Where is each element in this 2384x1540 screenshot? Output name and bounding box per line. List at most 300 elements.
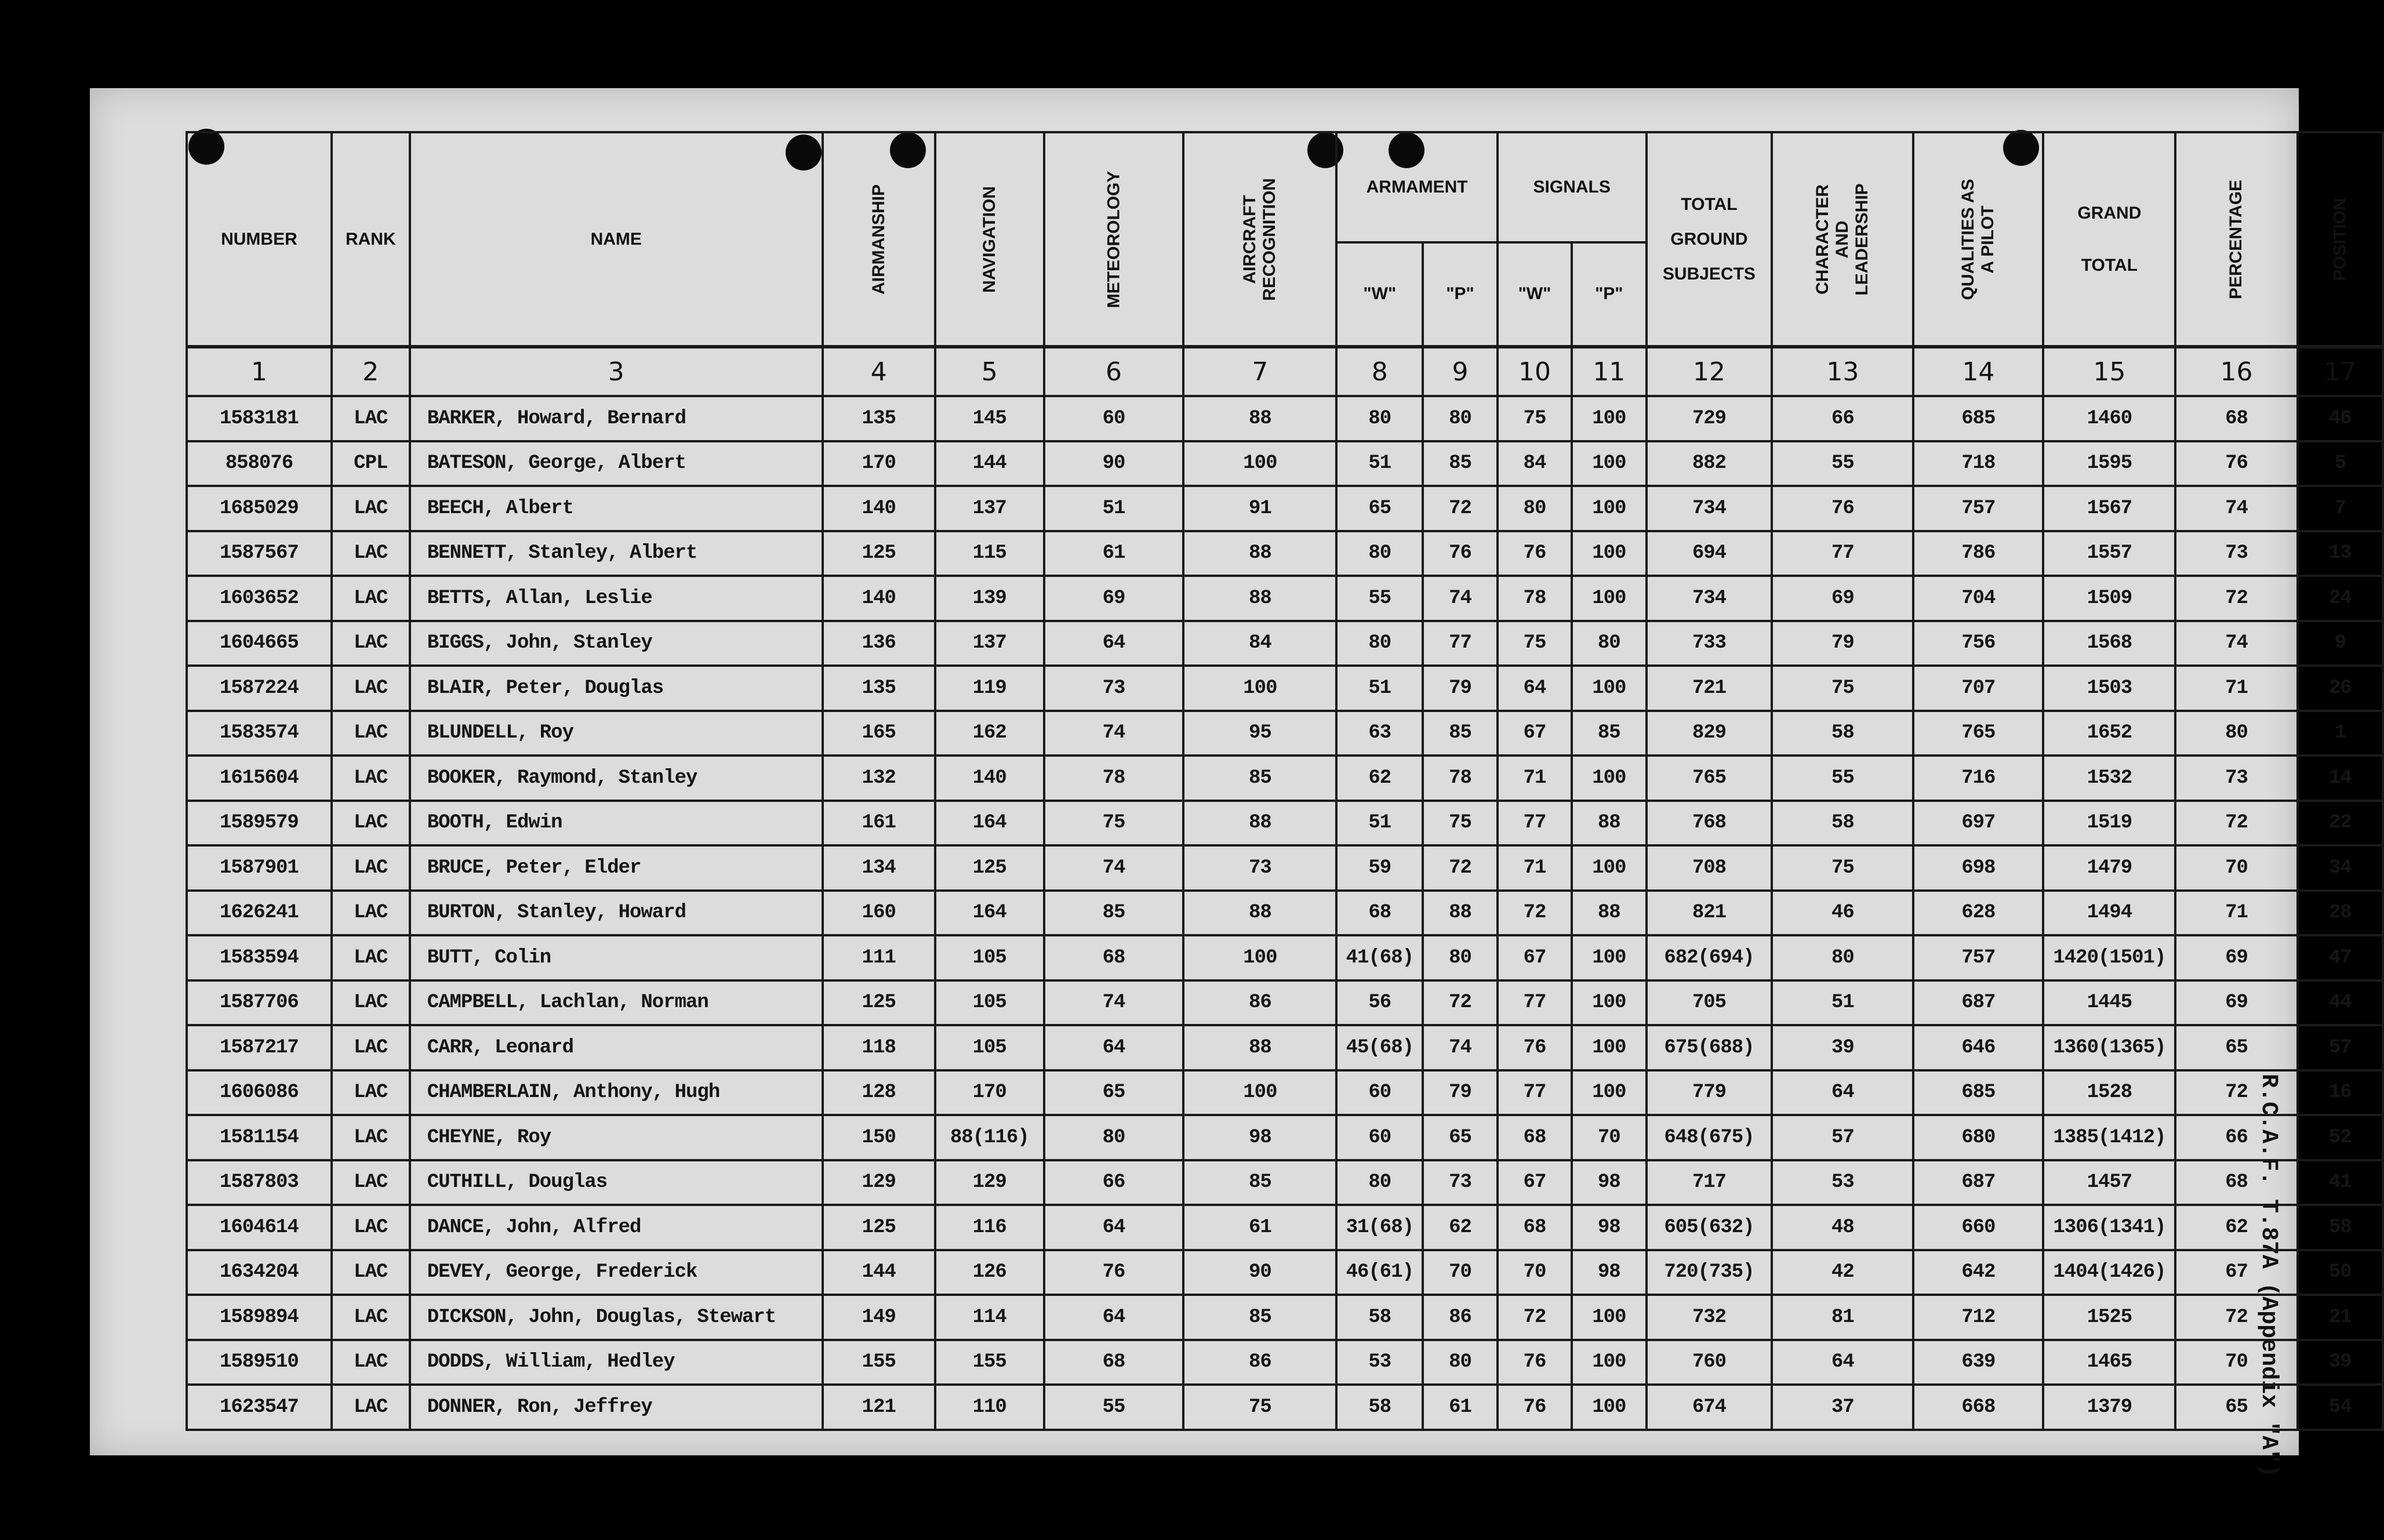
cell-navigation: 115 [935,531,1044,576]
cell-character-leadership: 42 [1772,1250,1913,1295]
cell-position: 26 [2298,666,2383,711]
cell-rank: LAC [332,1250,410,1295]
cell-grand-total: 1595 [2043,441,2175,486]
table-row [187,486,2383,531]
column-number: 3 [410,347,823,396]
cell-grand-total: 1503 [2043,666,2175,711]
cell-qualities-pilot: 639 [1913,1340,2043,1385]
cell-aircraft-recognition: 100 [1183,441,1336,486]
cell-signals-w: 76 [1498,1385,1572,1430]
column-number-row [187,347,2383,396]
cell-signals-p: 100 [1572,1340,1646,1385]
cell-armament-w: 51 [1336,801,1423,846]
cell-rank: LAC [332,396,410,441]
cell-number: 1606086 [187,1070,332,1116]
cell-signals-p: 100 [1572,935,1646,980]
cell-name: BRUCE, Peter, Elder [410,845,823,891]
cell-armament-p: 62 [1423,1205,1498,1250]
cell-position: 47 [2298,935,2383,980]
cell-character-leadership: 69 [1772,576,1913,621]
cell-navigation: 164 [935,891,1044,936]
grade-table [186,131,2384,1431]
cell-total-ground: 720(735) [1647,1250,1772,1295]
cell-percentage: 80 [2175,711,2297,756]
cell-signals-p: 100 [1572,1295,1646,1340]
cell-navigation: 129 [935,1160,1044,1205]
cell-navigation: 137 [935,486,1044,531]
table-row [187,576,2383,621]
cell-grand-total: 1568 [2043,621,2175,666]
cell-total-ground: 732 [1647,1295,1772,1340]
cell-grand-total: 1509 [2043,576,2175,621]
cell-name: BATESON, George, Albert [410,441,823,486]
cell-meteorology: 64 [1044,1205,1184,1250]
cell-rank: LAC [332,1025,410,1070]
cell-aircraft-recognition: 100 [1183,666,1336,711]
cell-percentage: 68 [2175,396,2297,441]
cell-qualities-pilot: 718 [1913,441,2043,486]
cell-rank: LAC [332,486,410,531]
cell-qualities-pilot: 687 [1913,980,2043,1026]
cell-navigation: 164 [935,801,1044,846]
cell-armament-w: 51 [1336,441,1423,486]
cell-signals-p: 88 [1572,801,1646,846]
table-row [187,1025,2383,1070]
cell-percentage: 71 [2175,666,2297,711]
cell-aircraft-recognition: 88 [1183,531,1336,576]
cell-character-leadership: 55 [1772,756,1913,801]
cell-number: 1587803 [187,1160,332,1205]
cell-navigation: 88(116) [935,1115,1044,1160]
table-row [187,845,2383,891]
cell-signals-p: 100 [1572,666,1646,711]
cell-rank: LAC [332,845,410,891]
table-row [187,801,2383,846]
cell-name: DEVEY, George, Frederick [410,1250,823,1295]
cell-airmanship: 165 [823,711,935,756]
cell-number: 1583594 [187,935,332,980]
cell-grand-total: 1465 [2043,1340,2175,1385]
cell-qualities-pilot: 704 [1913,576,2043,621]
cell-position: 21 [2298,1295,2383,1340]
cell-aircraft-recognition: 86 [1183,980,1336,1026]
cell-meteorology: 51 [1044,486,1184,531]
cell-signals-w: 75 [1498,621,1572,666]
cell-number: 1587224 [187,666,332,711]
cell-meteorology: 90 [1044,441,1184,486]
cell-navigation: 105 [935,1025,1044,1070]
cell-signals-p: 100 [1572,1025,1646,1070]
cell-signals-w: 75 [1498,396,1572,441]
cell-character-leadership: 37 [1772,1385,1913,1430]
cell-navigation: 144 [935,441,1044,486]
header-percentage: PERCENTAGE [2175,132,2297,347]
cell-armament-w: 58 [1336,1385,1423,1430]
cell-signals-p: 100 [1572,756,1646,801]
cell-qualities-pilot: 628 [1913,891,2043,936]
cell-character-leadership: 58 [1772,801,1913,846]
cell-character-leadership: 81 [1772,1295,1913,1340]
cell-navigation: 145 [935,396,1044,441]
column-number: 5 [935,347,1044,396]
cell-navigation: 116 [935,1205,1044,1250]
cell-armament-p: 65 [1423,1115,1498,1160]
cell-total-ground: 760 [1647,1340,1772,1385]
cell-airmanship: 150 [823,1115,935,1160]
cell-meteorology: 69 [1044,576,1184,621]
table-row [187,396,2383,441]
cell-grand-total: 1460 [2043,396,2175,441]
cell-character-leadership: 66 [1772,396,1913,441]
cell-armament-p: 79 [1423,666,1498,711]
cell-armament-p: 86 [1423,1295,1498,1340]
cell-position: 39 [2298,1340,2383,1385]
cell-signals-w: 77 [1498,1070,1572,1116]
cell-armament-p: 78 [1423,756,1498,801]
cell-aircraft-recognition: 86 [1183,1340,1336,1385]
cell-rank: LAC [332,711,410,756]
cell-aircraft-recognition: 88 [1183,1025,1336,1070]
cell-name: BOOTH, Edwin [410,801,823,846]
cell-airmanship: 140 [823,486,935,531]
column-number: 4 [823,347,935,396]
cell-signals-w: 71 [1498,756,1572,801]
cell-armament-p: 80 [1423,935,1498,980]
cell-position: 1 [2298,711,2383,756]
cell-signals-w: 67 [1498,711,1572,756]
cell-meteorology: 64 [1044,1295,1184,1340]
table-row [187,935,2383,980]
cell-grand-total: 1532 [2043,756,2175,801]
table-row [187,666,2383,711]
cell-navigation: 126 [935,1250,1044,1295]
cell-navigation: 119 [935,666,1044,711]
header-armament: ARMAMENT [1336,132,1497,242]
cell-armament-p: 85 [1423,711,1498,756]
cell-meteorology: 64 [1044,621,1184,666]
cell-position: 22 [2298,801,2383,846]
table-row [187,891,2383,936]
cell-character-leadership: 64 [1772,1070,1913,1116]
cell-total-ground: 708 [1647,845,1772,891]
cell-position: 57 [2298,1025,2383,1070]
cell-armament-w: 80 [1336,531,1423,576]
cell-grand-total: 1379 [2043,1385,2175,1430]
cell-number: 1623547 [187,1385,332,1430]
cell-signals-p: 100 [1572,486,1646,531]
cell-number: 1589894 [187,1295,332,1340]
cell-total-ground: 734 [1647,486,1772,531]
cell-number: 1587706 [187,980,332,1026]
cell-name: CUTHILL, Douglas [410,1160,823,1205]
cell-position: 14 [2298,756,2383,801]
cell-aircraft-recognition: 88 [1183,576,1336,621]
cell-armament-w: 80 [1336,621,1423,666]
cell-qualities-pilot: 680 [1913,1115,2043,1160]
header-aircraft-recognition: AIRCRAFT RECOGNITION [1183,132,1336,347]
cell-percentage: 69 [2175,980,2297,1026]
cell-armament-p: 79 [1423,1070,1498,1116]
cell-number: 1615604 [187,756,332,801]
cell-airmanship: 144 [823,1250,935,1295]
cell-signals-p: 100 [1572,1070,1646,1116]
cell-percentage: 62 [2175,1205,2297,1250]
cell-navigation: 105 [935,935,1044,980]
cell-grand-total: 1528 [2043,1070,2175,1116]
cell-position: 16 [2298,1070,2383,1116]
cell-meteorology: 61 [1044,531,1184,576]
header-row [187,132,2383,242]
cell-meteorology: 55 [1044,1385,1184,1430]
cell-meteorology: 60 [1044,396,1184,441]
cell-character-leadership: 46 [1772,891,1913,936]
cell-name: BLAIR, Peter, Douglas [410,666,823,711]
cell-meteorology: 80 [1044,1115,1184,1160]
cell-grand-total: 1479 [2043,845,2175,891]
cell-signals-p: 88 [1572,891,1646,936]
table-row [187,621,2383,666]
cell-meteorology: 73 [1044,666,1184,711]
cell-signals-w: 78 [1498,576,1572,621]
cell-armament-p: 61 [1423,1385,1498,1430]
cell-airmanship: 134 [823,845,935,891]
column-number: 13 [1772,347,1913,396]
cell-signals-w: 80 [1498,486,1572,531]
cell-aircraft-recognition: 100 [1183,1070,1336,1116]
cell-rank: LAC [332,1160,410,1205]
cell-number: 1587567 [187,531,332,576]
cell-total-ground: 729 [1647,396,1772,441]
cell-qualities-pilot: 757 [1913,486,2043,531]
cell-signals-w: 68 [1498,1115,1572,1160]
cell-signals-w: 72 [1498,1295,1572,1340]
cell-armament-w: 62 [1336,756,1423,801]
cell-rank: LAC [332,1115,410,1160]
header-grand-total: GRAND TOTAL [2043,132,2175,347]
cell-armament-w: 45(68) [1336,1025,1423,1070]
header-rank: RANK [332,132,410,347]
cell-number: 1583574 [187,711,332,756]
cell-signals-w: 84 [1498,441,1572,486]
cell-name: DANCE, John, Alfred [410,1205,823,1250]
cell-number: 1634204 [187,1250,332,1295]
cell-name: BENNETT, Stanley, Albert [410,531,823,576]
table-row [187,1160,2383,1205]
cell-airmanship: 135 [823,666,935,711]
table-row [187,1250,2383,1295]
cell-total-ground: 717 [1647,1160,1772,1205]
cell-aircraft-recognition: 75 [1183,1385,1336,1430]
cell-total-ground: 779 [1647,1070,1772,1116]
cell-rank: LAC [332,1205,410,1250]
cell-grand-total: 1652 [2043,711,2175,756]
cell-rank: LAC [332,1070,410,1116]
cell-signals-w: 70 [1498,1250,1572,1295]
column-number: 9 [1423,347,1498,396]
cell-grand-total: 1519 [2043,801,2175,846]
cell-signals-p: 80 [1572,621,1646,666]
cell-percentage: 73 [2175,756,2297,801]
table-row [187,1385,2383,1430]
header-signals-p: "P" [1572,242,1646,347]
cell-armament-w: 51 [1336,666,1423,711]
cell-armament-w: 60 [1336,1070,1423,1116]
cell-percentage: 72 [2175,1295,2297,1340]
cell-armament-p: 72 [1423,980,1498,1026]
cell-name: CHEYNE, Roy [410,1115,823,1160]
cell-rank: LAC [332,576,410,621]
cell-name: BARKER, Howard, Bernard [410,396,823,441]
header-qualities-pilot: QUALITIES AS A PILOT [1913,132,2043,347]
cell-total-ground: 734 [1647,576,1772,621]
cell-total-ground: 705 [1647,980,1772,1026]
header-meteorology: METEOROLOGY [1044,132,1184,347]
cell-percentage: 68 [2175,1160,2297,1205]
cell-signals-w: 77 [1498,801,1572,846]
cell-number: 1589579 [187,801,332,846]
cell-position: 9 [2298,621,2383,666]
cell-grand-total: 1445 [2043,980,2175,1026]
table-row [187,441,2383,486]
cell-aircraft-recognition: 61 [1183,1205,1336,1250]
cell-character-leadership: 51 [1772,980,1913,1026]
cell-signals-p: 100 [1572,396,1646,441]
cell-aircraft-recognition: 84 [1183,621,1336,666]
cell-signals-p: 100 [1572,576,1646,621]
cell-navigation: 162 [935,711,1044,756]
cell-qualities-pilot: 660 [1913,1205,2043,1250]
cell-name: CAMPBELL, Lachlan, Norman [410,980,823,1026]
cell-number: 1626241 [187,891,332,936]
cell-meteorology: 65 [1044,1070,1184,1116]
cell-signals-p: 100 [1572,845,1646,891]
cell-armament-w: 55 [1336,576,1423,621]
cell-rank: LAC [332,935,410,980]
cell-armament-p: 80 [1423,1340,1498,1385]
header-position: POSITION [2298,132,2383,347]
cell-airmanship: 111 [823,935,935,980]
cell-position: 24 [2298,576,2383,621]
cell-position: 28 [2298,891,2383,936]
cell-airmanship: 140 [823,576,935,621]
cell-character-leadership: 48 [1772,1205,1913,1250]
cell-number: 1587217 [187,1025,332,1070]
cell-armament-p: 72 [1423,486,1498,531]
cell-total-ground: 765 [1647,756,1772,801]
cell-signals-p: 100 [1572,531,1646,576]
cell-armament-w: 58 [1336,1295,1423,1340]
cell-position: 44 [2298,980,2383,1026]
cell-character-leadership: 80 [1772,935,1913,980]
column-number: 12 [1647,347,1772,396]
cell-navigation: 139 [935,576,1044,621]
header-name: NAME [410,132,823,347]
cell-signals-p: 100 [1572,441,1646,486]
cell-armament-w: 56 [1336,980,1423,1026]
cell-percentage: 67 [2175,1250,2297,1295]
cell-airmanship: 128 [823,1070,935,1116]
cell-airmanship: 161 [823,801,935,846]
cell-percentage: 74 [2175,486,2297,531]
cell-qualities-pilot: 716 [1913,756,2043,801]
cell-signals-p: 100 [1572,1385,1646,1430]
cell-airmanship: 132 [823,756,935,801]
cell-name: BURTON, Stanley, Howard [410,891,823,936]
cell-name: BETTS, Allan, Leslie [410,576,823,621]
cell-airmanship: 160 [823,891,935,936]
cell-armament-p: 75 [1423,801,1498,846]
cell-qualities-pilot: 757 [1913,935,2043,980]
cell-rank: LAC [332,980,410,1026]
cell-armament-p: 70 [1423,1250,1498,1295]
cell-qualities-pilot: 685 [1913,1070,2043,1116]
cell-airmanship: 121 [823,1385,935,1430]
cell-position: 13 [2298,531,2383,576]
table-row [187,1295,2383,1340]
cell-signals-p: 98 [1572,1160,1646,1205]
cell-position: 46 [2298,396,2383,441]
cell-airmanship: 125 [823,531,935,576]
cell-armament-w: 80 [1336,396,1423,441]
cell-navigation: 110 [935,1385,1044,1430]
cell-total-ground: 675(688) [1647,1025,1772,1070]
cell-number: 1603652 [187,576,332,621]
cell-meteorology: 85 [1044,891,1184,936]
column-number: 16 [2175,347,2297,396]
cell-rank: LAC [332,801,410,846]
cell-grand-total: 1457 [2043,1160,2175,1205]
cell-percentage: 65 [2175,1385,2297,1430]
cell-navigation: 140 [935,756,1044,801]
header-airmanship: AIRMANSHIP [823,132,935,347]
cell-signals-w: 68 [1498,1205,1572,1250]
table-row [187,1205,2383,1250]
cell-number: 1604665 [187,621,332,666]
cell-name: DODDS, William, Hedley [410,1340,823,1385]
cell-position: 58 [2298,1205,2383,1250]
cell-character-leadership: 76 [1772,486,1913,531]
cell-armament-p: 88 [1423,891,1498,936]
table-row [187,711,2383,756]
cell-signals-w: 76 [1498,531,1572,576]
cell-armament-w: 68 [1336,891,1423,936]
column-number: 10 [1498,347,1572,396]
cell-meteorology: 74 [1044,845,1184,891]
cell-signals-p: 98 [1572,1250,1646,1295]
cell-percentage: 70 [2175,845,2297,891]
cell-armament-w: 80 [1336,1160,1423,1205]
cell-armament-p: 77 [1423,621,1498,666]
cell-armament-w: 53 [1336,1340,1423,1385]
header-signals: SIGNALS [1498,132,1647,242]
cell-qualities-pilot: 707 [1913,666,2043,711]
header-armament-w: "W" [1336,242,1423,347]
cell-percentage: 72 [2175,1070,2297,1116]
cell-number: 1604614 [187,1205,332,1250]
cell-position: 5 [2298,441,2383,486]
cell-aircraft-recognition: 98 [1183,1115,1336,1160]
cell-percentage: 66 [2175,1115,2297,1160]
cell-navigation: 155 [935,1340,1044,1385]
cell-rank: LAC [332,666,410,711]
cell-qualities-pilot: 756 [1913,621,2043,666]
cell-character-leadership: 77 [1772,531,1913,576]
cell-total-ground: 733 [1647,621,1772,666]
cell-number: 1589510 [187,1340,332,1385]
cell-armament-w: 60 [1336,1115,1423,1160]
cell-grand-total: 1404(1426) [2043,1250,2175,1295]
cell-number: 1581154 [187,1115,332,1160]
